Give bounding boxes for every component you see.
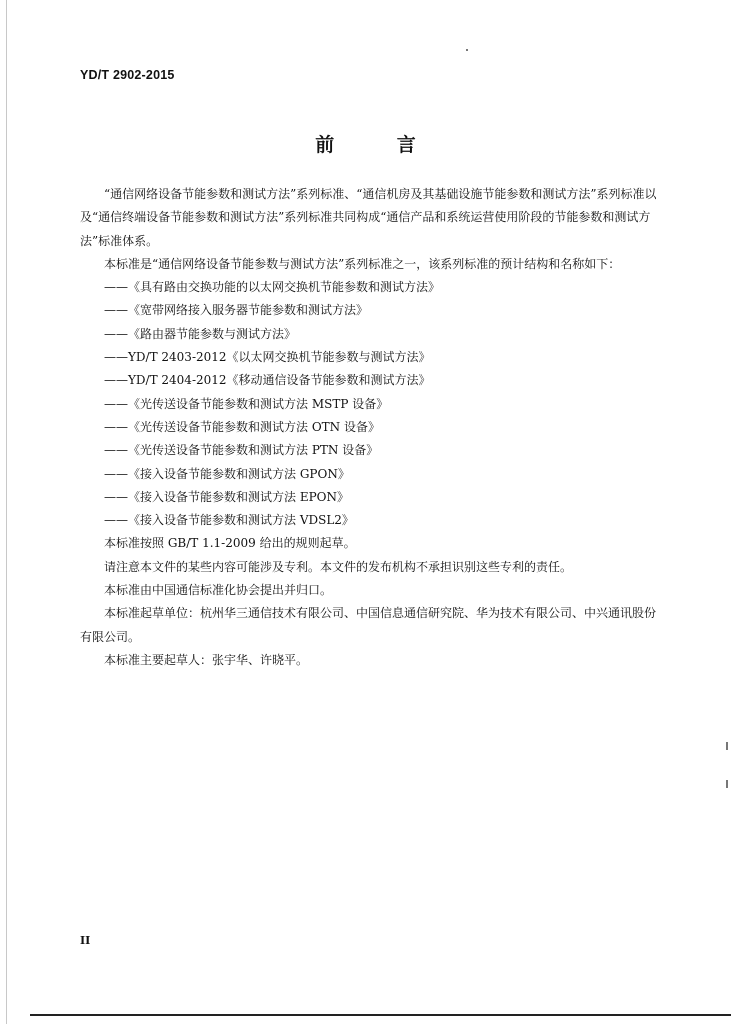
proposed-by: 本标准由中国通信标准化协会提出并归口。 <box>104 583 333 598</box>
list-item: ——《路由器节能参数与测试方法》 <box>104 326 297 341</box>
scan-speck <box>726 780 728 788</box>
list-item: ——《光传送设备节能参数和测试方法 PTN 设备》 <box>104 443 379 458</box>
page-number: II <box>80 934 91 947</box>
intro-paragraph: “通信网络设备节能参数和测试方法”系列标准、“通信机房及其基础设施节能参数和测试方法”系列标准以及“通信终端设备节能参数和测试方法”系列标准共同构成“通信产品和系统运营使用阶段的节能参数和测试方法”标准体系。 <box>80 187 657 248</box>
scan-speck <box>466 49 468 51</box>
page-title: 前 言 <box>315 134 444 156</box>
standard-code: YD/T 2902-2015 <box>80 68 175 82</box>
list-item: ——《具有路由交换功能的以太网交换机节能参数和测试方法》 <box>104 280 441 295</box>
scan-bottom-edge <box>30 1014 731 1016</box>
patent-notice: 请注意本文件的某些内容可能涉及专利。本文件的发布机构不承担识别这些专利的责任。 <box>104 559 573 574</box>
scan-speck <box>726 742 728 750</box>
drafting-units: 本标准起草单位：杭州华三通信技术有限公司、中国信息通信研究院、华为技术有限公司、中兴通讯股份有限公司。 <box>80 606 657 644</box>
list-item: ——《光传送设备节能参数和测试方法 MSTP 设备》 <box>104 396 389 411</box>
list-item: ——《接入设备节能参数和测试方法 VDSL2》 <box>104 513 354 528</box>
list-item: ——《光传送设备节能参数和测试方法 OTN 设备》 <box>104 419 380 434</box>
series-intro: 本标准是“通信网络设备节能参数与测试方法”系列标准之一，该系列标准的预计结构和名称如下： <box>104 256 621 271</box>
list-item: ——YD/T 2404-2012《移动通信设备节能参数和测试方法》 <box>104 373 431 388</box>
drafting-rules: 本标准按照 GB/T 1.1-2009 给出的规则起草。 <box>104 536 356 551</box>
list-item: ——YD/T 2403-2012《以太网交换机节能参数与测试方法》 <box>104 350 431 365</box>
list-item: ——《宽带网络接入服务器节能参数和测试方法》 <box>104 303 369 318</box>
main-drafters: 本标准主要起草人：张宇华、许晓平。 <box>104 652 309 667</box>
foreword-body <box>80 183 658 672</box>
list-item: ——《接入设备节能参数和测试方法 GPON》 <box>104 466 350 481</box>
list-item: ——《接入设备节能参数和测试方法 EPON》 <box>104 489 349 504</box>
